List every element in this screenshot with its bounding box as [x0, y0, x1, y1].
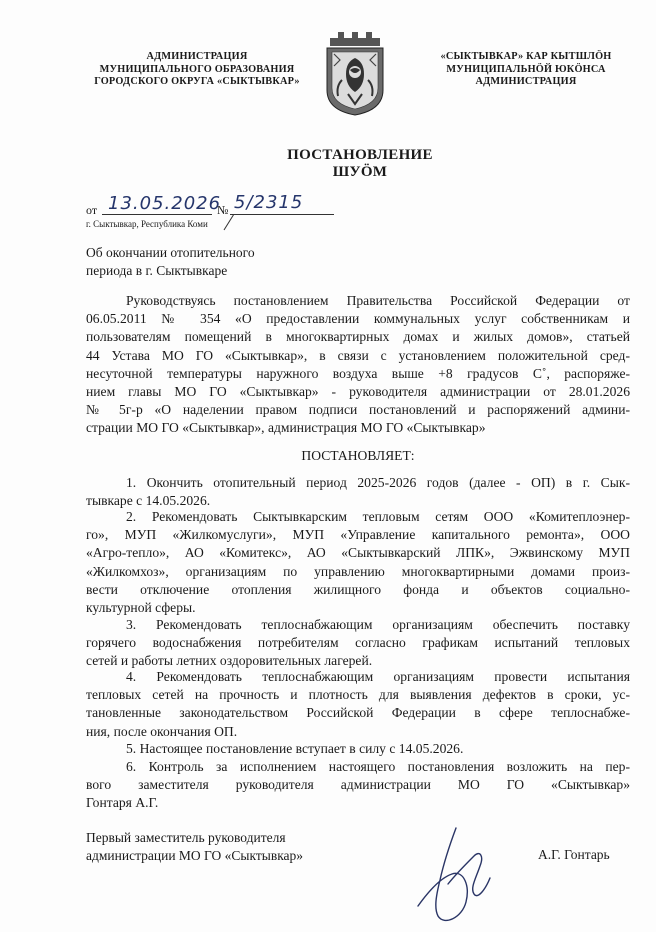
item-1	[86, 474, 630, 510]
preamble-line-7: № 5г-р «О наделении правом подписи постановлений и распоряжений админи-	[86, 402, 630, 418]
coat-of-arms-icon	[324, 30, 386, 116]
item-3	[86, 616, 630, 671]
header-left	[62, 51, 332, 89]
subject-line-2: периода в г. Сыктывкаре	[86, 263, 228, 278]
item-2-line-1: 2. Рекомендовать Сыктывкарским тепловым сетям ООО «Комитеплоэнер-	[126, 509, 630, 524]
item-2-line-5: вести отключение отопления жилищного фонда и объектов социально-	[86, 581, 630, 597]
header-right-line-3: АДМИНИСТРАЦИЯ	[475, 76, 577, 87]
header-left-line-2: МУНИЦИПАЛЬНОГО ОБРАЗОВАНИЯ	[99, 63, 295, 75]
header-right	[396, 51, 656, 89]
item-4-line-4: ния, после окончания ОП.	[86, 723, 238, 739]
preamble-line-2: 06.05.2011 № 354 «О предоставлении коммунальных услуг собственникам и	[86, 311, 630, 327]
document-title: ПОСТАНОВЛЕНИЕ	[287, 147, 433, 163]
number-underline	[230, 214, 334, 215]
item-1-line-2: тывкаре с 14.05.2026.	[86, 493, 211, 509]
item-6-line-2: вого заместителя руководителя администрации МО ГО «Сыктывкар»	[86, 777, 630, 793]
item-4-line-2: тепловых сетей на прочность и плотность для выявления дефектов в сроки, ус-	[86, 687, 630, 703]
preamble-line-1: Руководствуясь постановлением Правительства Российской Федерации от	[126, 293, 630, 308]
item-3-line-3: сетей и работы летних оздоровительных лагерей.	[86, 653, 373, 669]
preamble-line-4: 44 Устава МО ГО «Сыктывкар», в связи с установлением положительной сред-	[86, 347, 630, 363]
header-right-line-1: «СЫКТЫВКАР» КАР КЫТШЛӦН	[440, 51, 612, 62]
subject-line-1: Об окончании отопительного	[86, 245, 255, 260]
handwritten-signature-icon	[400, 822, 510, 928]
signatory-name: А.Г. Гонтарь	[538, 847, 610, 862]
signatory-position	[86, 829, 303, 865]
signatory-position-line-2: администрации МО ГО «Сыктывкар»	[86, 848, 304, 863]
preamble	[86, 292, 630, 438]
item-4	[86, 668, 630, 741]
handwritten-date: 13.05.2026	[108, 193, 222, 214]
item-2-line-4: «Жилкомхоз», организациям по управлению многоквартирными домами произ-	[86, 563, 630, 579]
item-2-line-3: «Агро-тепло», АО «Комитекс», АО «Сыктывкарский ЛПК», Эжвинскому МУП	[86, 545, 630, 561]
document-subject	[86, 244, 255, 280]
item-3-line-1: 3. Рекомендовать теплоснабжающим организациям обеспечить поставку	[126, 617, 630, 632]
decree-word: ПОСТАНОВЛЯЕТ:	[301, 448, 415, 463]
item-5	[86, 740, 630, 758]
item-4-line-1: 4. Рекомендовать теплоснабжающим организациям провести испытания	[126, 669, 630, 684]
preamble-line-5: несуточной температуры наружного воздуха выше +8 градусов С˚, распоряже-	[86, 365, 630, 381]
item-2	[86, 508, 630, 617]
date-label: от	[86, 203, 98, 217]
item-2-line-6: культурной сферы.	[86, 600, 196, 616]
signatory-position-line-1: Первый заместитель руководителя	[86, 830, 286, 845]
number-label: №	[217, 203, 229, 217]
place-of-issue: г. Сыктывкар, Республика Коми	[86, 219, 208, 229]
item-5-line-1: 5. Настоящее постановление вступает в силу с 14.05.2026.	[126, 741, 464, 756]
item-6	[86, 758, 630, 813]
item-6-line-3: Гонтаря А.Г.	[86, 795, 159, 811]
item-6-line-1: 6. Контроль за исполнением настоящего постановления возложить на пер-	[126, 759, 630, 774]
preamble-line-8: страции МО ГО «Сыктывкар», администрация МО ГО «Сыктывкар»	[86, 420, 486, 436]
underline-slash-icon	[222, 214, 236, 232]
handwritten-number: 5/2315	[234, 192, 304, 213]
item-2-line-2: го», МУП «Жилкомуслуги», МУП «Управление капитального ремонта», ООО	[86, 527, 630, 543]
item-3-line-2: горячего водоснабжения потребителям согласно графикам испытаний тепловых	[86, 635, 630, 651]
preamble-line-6: нием главы МО ГО «Сыктывкар» - руководителя администрации от 28.01.2026	[86, 384, 630, 400]
item-4-line-3: тановленные законодательством Российской Федерации в сфере теплоснабже-	[86, 705, 630, 721]
date-underline	[102, 214, 212, 215]
document-title-komi: ШУӦМ	[332, 164, 388, 180]
header-left-line-3: ГОРОДСКОГО ОКРУГА «СЫКТЫВКАР»	[94, 76, 300, 87]
header-right-line-2: МУНИЦИПАЛЬНӦЙ ЮКӦНСА	[446, 63, 606, 75]
item-1-line-1: 1. Окончить отопительный период 2025-2026 годов (далее - ОП) в г. Сык-	[126, 475, 630, 490]
preamble-line-3: пользователям помещений в многоквартирных домах и жилых домов», статьей	[86, 329, 630, 345]
header-left-line-1: АДМИНИСТРАЦИЯ	[146, 51, 248, 62]
